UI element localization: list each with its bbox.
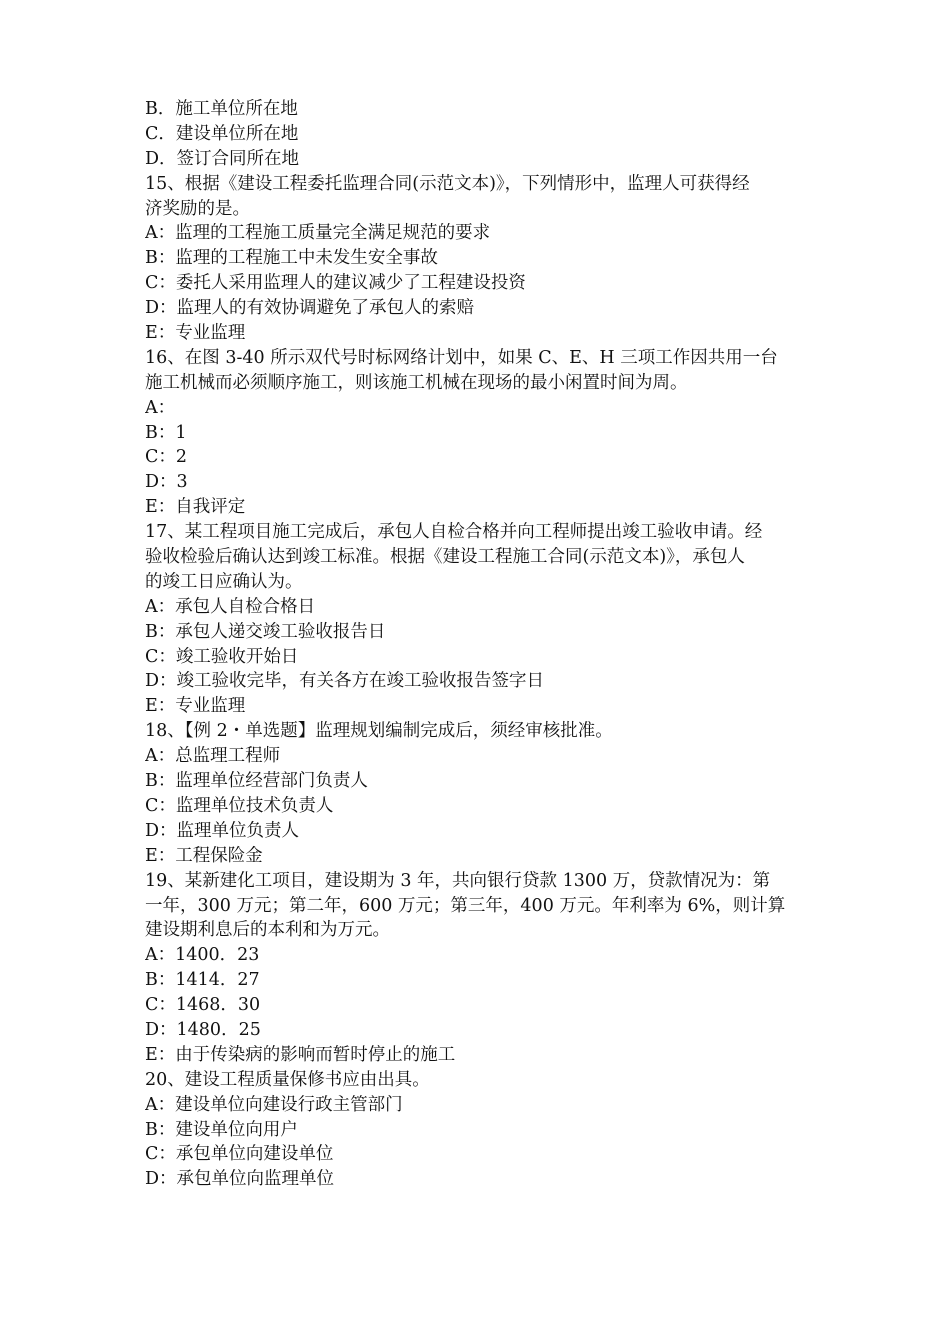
answer-option bbox=[145, 396, 810, 421]
text-line: 17、某工程项目施工完成后，承包人自检合格并向工程师提出竣工验收申请。经 bbox=[145, 522, 763, 543]
text-line: D：监理人的有效协调避免了承包人的索赔 bbox=[145, 298, 475, 319]
answer-option bbox=[145, 321, 810, 346]
answer-option bbox=[145, 495, 810, 520]
answer-option bbox=[145, 694, 810, 719]
answer-option bbox=[145, 221, 810, 246]
text-line: C：监理单位技术负责人 bbox=[145, 795, 334, 816]
answer-option bbox=[145, 421, 810, 446]
text-line: E：自我评定 bbox=[145, 497, 246, 518]
answer-option bbox=[145, 271, 810, 296]
answer-option bbox=[145, 1118, 810, 1143]
answer-option bbox=[145, 844, 810, 869]
question-stem bbox=[145, 869, 810, 944]
text-line: 20、建设工程质量保修书应由出具。 bbox=[145, 1069, 430, 1090]
text-line: B：监理单位经营部门负责人 bbox=[145, 771, 368, 792]
question-stem bbox=[145, 520, 810, 595]
text-line: D：1480．25 bbox=[145, 1019, 261, 1040]
text-line: 15、根据《建设工程委托监理合同(示范文本)》，下列情形中，监理人可获得经 bbox=[145, 173, 750, 194]
answer-option bbox=[145, 744, 810, 769]
text-line: 18、【例 2・单选题】监理规划编制完成后，须经审核批准。 bbox=[145, 721, 613, 742]
text-line: C：承包单位向建设单位 bbox=[145, 1144, 334, 1165]
text-line: E：专业监理 bbox=[145, 323, 246, 344]
question-stem bbox=[145, 172, 810, 222]
text-line: B：建设单位向用户 bbox=[145, 1119, 298, 1140]
text-line: 的竣工日应确认为。 bbox=[145, 571, 303, 592]
text-line: 19、某新建化工项目，建设期为 3 年，共向银行贷款 1300 万，贷款情况为：第 bbox=[145, 870, 771, 891]
answer-option bbox=[145, 122, 810, 147]
text-line: D．签订合同所在地 bbox=[145, 148, 300, 169]
text-line: E：由于传染病的影响而暂时停止的施工 bbox=[145, 1044, 456, 1065]
text-line: C：竣工验收开始日 bbox=[145, 646, 299, 667]
text-line: E：专业监理 bbox=[145, 696, 246, 717]
text-line: D：监理单位负责人 bbox=[145, 820, 300, 841]
answer-option bbox=[145, 1167, 810, 1192]
text-line: 一年，300 万元；第二年，600 万元；第三年，400 万元。年利率为 6%，则计算 bbox=[145, 895, 786, 916]
text-line: E：工程保险金 bbox=[145, 845, 263, 866]
text-line: C．建设单位所在地 bbox=[145, 123, 299, 144]
answer-option bbox=[145, 445, 810, 470]
text-line: D：竣工验收完毕，有关各方在竣工验收报告签字日 bbox=[145, 671, 545, 692]
text-line: D：3 bbox=[145, 472, 188, 493]
text-line: C：2 bbox=[145, 447, 188, 468]
question-stem bbox=[145, 1068, 810, 1093]
text-line: A：总监理工程师 bbox=[145, 746, 281, 767]
answer-option bbox=[145, 769, 810, 794]
answer-option bbox=[145, 1018, 810, 1043]
answer-option bbox=[145, 620, 810, 645]
text-line: B：1414．27 bbox=[145, 970, 260, 991]
question-stem bbox=[145, 719, 810, 744]
answer-option bbox=[145, 1142, 810, 1167]
text-line: A：承包人自检合格日 bbox=[145, 596, 316, 617]
text-line: 验收检验后确认达到竣工标准。根据《建设工程施工合同(示范文本)》，承包人 bbox=[145, 547, 745, 568]
text-line: A：建设单位向建设行政主管部门 bbox=[145, 1094, 403, 1115]
answer-option bbox=[145, 943, 810, 968]
text-line: 建设期利息后的本利和为万元。 bbox=[145, 920, 390, 941]
text-line: A： bbox=[145, 397, 176, 418]
text-line: B．施工单位所在地 bbox=[145, 99, 298, 119]
answer-option bbox=[145, 296, 810, 321]
text-line: 16、在图 3-40 所示双代号时标网络计划中，如果 C、E、H 三项工作因共用一台 bbox=[145, 347, 778, 368]
text-line: B：1 bbox=[145, 422, 187, 443]
answer-option bbox=[145, 968, 810, 993]
answer-option bbox=[145, 645, 810, 670]
text-line: 济奖励的是。 bbox=[145, 198, 250, 219]
text-line: D：承包单位向监理单位 bbox=[145, 1169, 335, 1190]
answer-option bbox=[145, 595, 810, 620]
document-body bbox=[145, 97, 810, 1192]
text-line: B：监理的工程施工中未发生安全事故 bbox=[145, 248, 438, 269]
text-line: B：承包人递交竣工验收报告日 bbox=[145, 621, 386, 642]
answer-option bbox=[145, 97, 810, 122]
answer-option bbox=[145, 794, 810, 819]
text-line: A：1400．23 bbox=[145, 945, 260, 966]
answer-option bbox=[145, 147, 810, 172]
text-line: 施工机械而必须顺序施工，则该施工机械在现场的最小闲置时间为周。 bbox=[145, 372, 688, 393]
answer-option bbox=[145, 470, 810, 495]
answer-option bbox=[145, 1043, 810, 1068]
answer-option bbox=[145, 246, 810, 271]
answer-option bbox=[145, 819, 810, 844]
answer-option bbox=[145, 669, 810, 694]
answer-option bbox=[145, 1093, 810, 1118]
question-stem bbox=[145, 346, 810, 396]
answer-option bbox=[145, 993, 810, 1018]
text-line: C：委托人采用监理人的建议减少了工程建设投资 bbox=[145, 273, 526, 294]
text-line: C：1468．30 bbox=[145, 995, 261, 1016]
text-line: A：监理的工程施工质量完全满足规范的要求 bbox=[145, 223, 491, 244]
